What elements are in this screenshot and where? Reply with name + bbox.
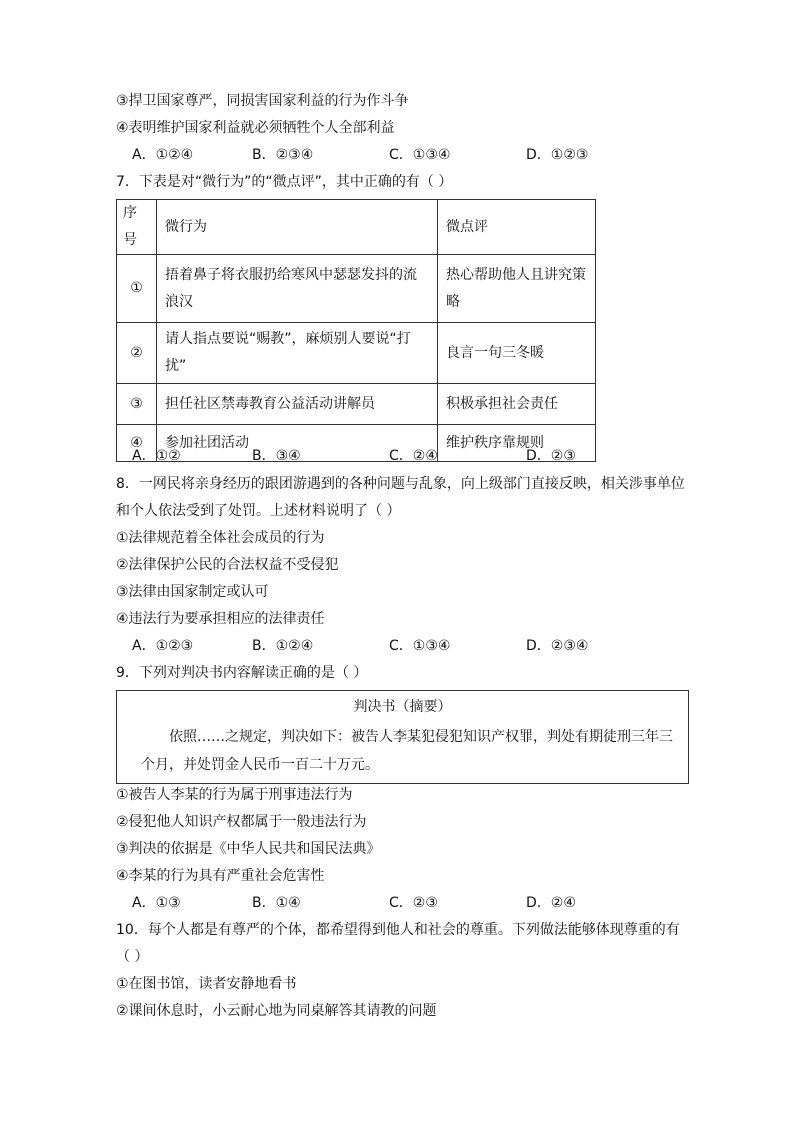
q10-item-1: ①在图书馆，读者安静地看书 xyxy=(116,976,297,992)
q8-stem-line1: 8．一网民将亲身经历的跟团游遇到的各种问题与乱象，向上级部门直接反映，相关涉事单位 xyxy=(116,476,685,492)
table-row xyxy=(117,384,596,425)
q8-option-d: D．②③④ xyxy=(526,638,589,654)
q8-option-c: C．①③④ xyxy=(389,638,451,654)
q8-item-4: ④违法行为要承担相应的法律责任 xyxy=(116,611,325,627)
table-cell: 积极承担社会责任 xyxy=(438,384,596,425)
judgment-text: 依照……之规定，判决如下：被告人李某犯侵犯知识产权罪，判处有期徒刑三年三个月，并处罚金人民币一百二十万元。 xyxy=(141,729,673,773)
q9-option-c: C．②③ xyxy=(389,895,438,911)
judgment-title: 判决书（摘要） xyxy=(353,699,452,715)
table-cell: 参加社团活动 xyxy=(157,425,438,462)
q8-item-3: ③法律由国家制定或认可 xyxy=(116,584,269,600)
q6-option-a: A．①②④ xyxy=(132,147,194,163)
q9-option-a: A．①③ xyxy=(132,895,181,911)
q8-option-a: A．①②③ xyxy=(132,638,194,654)
q9-option-b: B．①④ xyxy=(252,895,301,911)
q9-item-1: ①被告人李某的行为属于刑事违法行为 xyxy=(116,787,353,803)
q7-stem: 7．下表是对“微行为”的“微点评”，其中正确的有（ ） xyxy=(116,174,453,190)
q8-options xyxy=(132,636,652,656)
q10-item-2: ②课间休息时，小云耐心地为同桌解答其请教的问题 xyxy=(116,1003,437,1019)
table-cell: ④ xyxy=(117,425,157,462)
q7-option-a: A．①② xyxy=(132,448,181,464)
q7-option-c: C．②④ xyxy=(389,448,438,464)
table-header-cell: 序号 xyxy=(117,200,157,255)
table-row xyxy=(117,323,596,384)
table-cell: 捂着鼻子将衣服扔给寒风中瑟瑟发抖的流浪汉 xyxy=(157,255,438,323)
table-cell: ③ xyxy=(117,384,157,425)
q9-item-2: ②侵犯他人知识产权都属于一般违法行为 xyxy=(116,814,367,830)
table-cell: ① xyxy=(117,255,157,323)
table-header-row xyxy=(117,200,596,255)
table-cell: ② xyxy=(117,323,157,384)
q9-option-d: D．②④ xyxy=(526,895,576,911)
q7-option-d: D．②③ xyxy=(526,448,576,464)
q6-item-3: ③捍卫国家尊严，同损害国家利益的行为作斗争 xyxy=(116,93,409,109)
table-cell: 请人指点要说“赐教”，麻烦别人要说“打扰” xyxy=(157,323,438,384)
q6-option-c: C．①③④ xyxy=(389,147,451,163)
q6-options xyxy=(132,145,652,165)
q7-options xyxy=(132,446,652,466)
judgment-box xyxy=(116,690,689,784)
table-header-cell: 微点评 xyxy=(438,200,596,255)
q8-stem-line2: 和个人依法受到了处罚。上述材料说明了（ ） xyxy=(116,503,401,519)
q9-item-3: ③判决的依据是《中华人民共和国民法典》 xyxy=(116,841,381,857)
table-cell: 维护秩序靠规则 xyxy=(438,425,596,462)
q9-stem: 9．下列对判决书内容解读正确的是（ ） xyxy=(116,665,368,681)
q6-item-4: ④表明维护国家利益就必须牺牲个人全部利益 xyxy=(116,120,395,136)
q10-stem-line2: （ ） xyxy=(116,949,149,965)
table-row xyxy=(117,255,596,323)
table-cell: 热心帮助他人且讲究策略 xyxy=(438,255,596,323)
q9-item-4: ④李某的行为具有严重社会危害性 xyxy=(116,868,325,884)
q8-item-1: ①法律规范着全体社会成员的行为 xyxy=(116,530,325,546)
table-header-cell: 微行为 xyxy=(157,200,438,255)
q7-table xyxy=(116,199,596,462)
q8-option-b: B．①②④ xyxy=(252,638,314,654)
q6-option-d: D．①②③ xyxy=(526,147,589,163)
q8-item-2: ②法律保护公民的合法权益不受侵犯 xyxy=(116,557,339,573)
q10-stem-line1: 10．每个人都是有尊严的个体，都希望得到他人和社会的尊重。下列做法能够体现尊重的有 xyxy=(116,922,680,938)
q9-options xyxy=(132,893,652,913)
q6-option-b: B．②③④ xyxy=(252,147,314,163)
table-cell: 担任社区禁毒教育公益活动讲解员 xyxy=(157,384,438,425)
q7-option-b: B．③④ xyxy=(252,448,301,464)
table-cell: 良言一句三冬暖 xyxy=(438,323,596,384)
